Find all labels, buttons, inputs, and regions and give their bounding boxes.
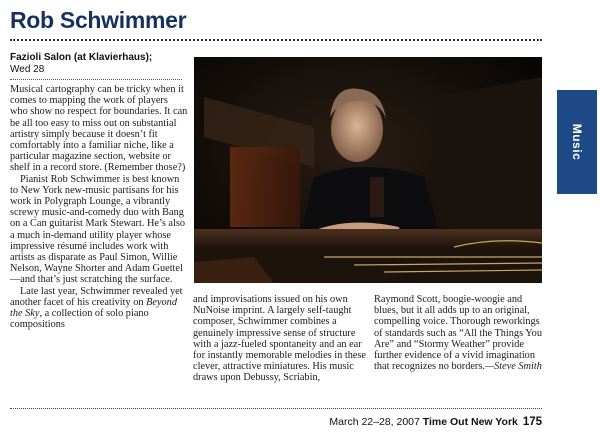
article-column-3 [374, 294, 544, 372]
pianist-photo-illustration [194, 57, 542, 283]
article-paragraph-3 [10, 286, 188, 331]
venue-info [10, 52, 190, 76]
publication-name: Time Out New York [422, 416, 518, 428]
page-footer [329, 416, 542, 428]
venue-divider [10, 79, 182, 80]
article-column-1 [10, 84, 188, 330]
page-title: Rob Schwimmer [10, 7, 187, 33]
title-divider [10, 39, 542, 41]
article-paragraph-1: Musical cartography can be tricky when it comes to mapping the work of players who show no respect for boundaries. It can be all too easy to miss out on substantial artistry simply because it doesn’t fit comfortably into a familiar niche, like a particular magazine section, website or shelf in a record store. (Remember those?) [10, 84, 188, 174]
article-paragraph-5 [374, 294, 544, 372]
footer-divider [10, 408, 542, 409]
paragraph-3-tail: , a collection of solo piano compositions [10, 308, 149, 331]
section-label: Music [570, 123, 584, 161]
event-date: Wed 28 [10, 64, 45, 75]
paragraph-3-lead: Late last year, Schwimmer revealed yet another facet of his creativity on [10, 285, 183, 308]
paragraph-5-text: Raymond Scott, boogie-woogie and blues, but it all adds up to an original, compelling voice. Thorough reworkings of standards such as “All the Things You Are” and “Stormy Weather” provide further evidence of a vivid imagination that recognizes no borders. [374, 294, 542, 373]
section-tab [557, 90, 597, 194]
venue-name: Fazioli Salon (at Klavierhaus); [10, 52, 153, 63]
article-column-2 [193, 294, 370, 384]
article-paragraph-4: and improvisations issued on his own NuNoise imprint. A largely self-taught composer, Schwimmer combines a genuinely impressive sense of structure with a jazz-fueled spontaneity and an ear for instantly memorable melodies in these clever, attractive miniatures. His music draws upon Debussy, Scriabin, [193, 294, 367, 384]
issue-dates: March 22–28, 2007 [329, 416, 420, 428]
article-paragraph-2: Pianist Rob Schwimmer is best known to New York new-music partisans for his work in Polygraph Lounge, a vibrantly screwy music-and-comedy duo with Bang on a Can guitarist Mark Stewart. He’s also a much in-demand utility player whose impressive résumé includes work with artists as disparate as Paul Simon, Willie Nelson, Wayne Shorter and Adam Guettel—and that’s just scratching the surface. [10, 173, 186, 286]
album-title: Beyond the Sky [10, 296, 177, 320]
byline: —Steve Smith [484, 361, 542, 373]
page-number: 175 [522, 416, 542, 428]
pianist-photo [194, 57, 542, 283]
